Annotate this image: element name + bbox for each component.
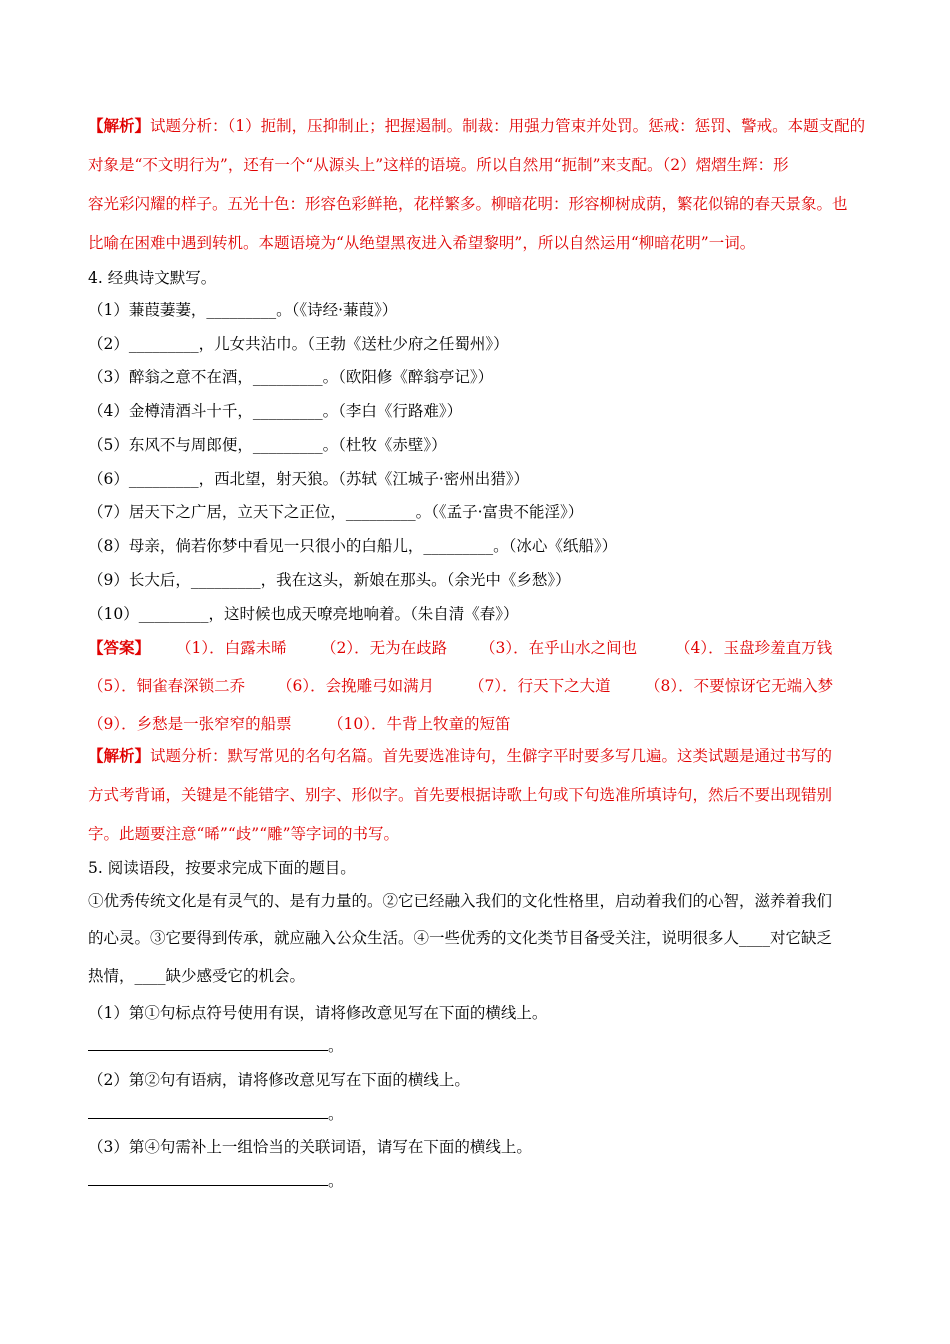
q4-answer-9: （9）．乡愁是一张窄窄的船票 (88, 715, 292, 733)
q4-answer-tag: 【答案】 (88, 638, 151, 657)
q5-passage-line-1: ①优秀传统文化是有灵气的、是有力量的。②它已经融入我们的文化性格里，启动着我们的心智，滋养着我们 (88, 892, 833, 910)
q5-title: 5. 阅读语段，按要求完成下面的题目。 (88, 859, 356, 877)
q4-item-9: （9）长大后，_________，我在这头，新娘在那头。（余光中《乡愁》） (88, 571, 571, 589)
q4-item-8: （8）母亲，倘若你梦中看见一只很小的白船儿，_________。（冰心《纸船》） (88, 537, 618, 555)
q5-answer-line-3[interactable]: 。 (88, 1171, 344, 1191)
q5-question-3: （3）第④句需补上一组恰当的关联词语，请写在下面的横线上。 (88, 1138, 532, 1156)
q5-question-2: （2）第②句有语病，请将修改意见写在下面的横线上。 (88, 1071, 470, 1089)
q4-item-2: （2）_________，儿女共沾巾。（王勃《送杜少府之任蜀州》） (88, 335, 509, 353)
q4-answer-1: （1）．白露未晞 (176, 639, 287, 657)
q4-item-1: （1）蒹葭萋萋，_________。（《诗经·蒹葭》） (88, 301, 398, 319)
q4-answer-4: （4）．玉盘珍羞直万钱 (675, 639, 833, 657)
q3-analysis-line-4: 比喻在困难中遇到转机。本题语境为“从绝望黑夜进入希望黎明”，所以自然运用“柳暗花明”一词。 (88, 234, 756, 252)
q4-item-4: （4）金樽清酒斗十千，_________。（李白《行路难》） (88, 402, 463, 420)
q4-answer-3: （3）．在乎山水之间也 (480, 639, 638, 657)
q4-item-5: （5）东风不与周郎便，_________。（杜牧《赤壁》） (88, 436, 447, 454)
q4-answer-5: （5）．铜雀春深锁二乔 (88, 677, 246, 695)
q4-analysis-line-1: 【解析】试题分析：默写常见的名句名篇。首先要选准诗句，生僻字平时要多写几遍。这类试题是通过书写的 (88, 746, 833, 765)
q4-answer-10: （10）．牛背上牧童的短笛 (328, 715, 511, 733)
q4-answer-8: （8）．不要惊讶它无端入梦 (645, 677, 834, 695)
q5-passage-line-2: 的心灵。③它要得到传承，就应融入公众生活。④一些优秀的文化类节目备受关注，说明很多人____对它缺乏 (88, 929, 833, 947)
q4-answer-2: （2）．无为在歧路 (321, 639, 448, 657)
q4-analysis-line-3: 字。此题要注意“晞”“歧”“雕”等字词的书写。 (88, 825, 400, 843)
q5-answer-line-2[interactable]: 。 (88, 1104, 344, 1124)
q5-answer-line-1[interactable]: 。 (88, 1036, 344, 1056)
q4-title: 4. 经典诗文默写。 (88, 269, 217, 287)
q4-analysis-line-2: 方式考背诵，关键是不能错字、别字、形似字。首先要根据诗歌上句或下句选准所填诗句，然后不要出现错别 (88, 786, 833, 804)
q4-item-6: （6）_________，西北望，射天狼。（苏轼《江城子·密州出猎》） (88, 470, 530, 488)
q3-analysis-line-3: 容光彩闪耀的样子。五光十色：形容色彩鲜艳，花样繁多。柳暗花明：形容柳树成荫，繁花似锦的春天景象。也 (88, 195, 848, 213)
q5-passage-line-3: 热情，____缺少感受它的机会。 (88, 967, 306, 985)
q4-item-10: （10）_________，这时候也成天嘹亮地响着。（朱自清《春》） (88, 605, 519, 623)
q4-item-3: （3）醉翁之意不在酒，_________。（欧阳修《醉翁亭记》） (88, 368, 494, 386)
q3-analysis-line-2: 对象是“不文明行为”，还有一个“从源头上”这样的语境。所以自然用“扼制”来支配。（2）熠熠生辉：形 (88, 156, 789, 174)
q4-item-7: （7）居天下之广居，立天下之正位，_________。（《孟子·富贵不能淫》） (88, 503, 584, 521)
q4-answer-6: （6）．会挽雕弓如满月 (277, 677, 435, 695)
q4-answer-7: （7）．行天下之大道 (469, 677, 611, 695)
q3-analysis-line-1: 【解析】试题分析：（1）扼制，压抑制止；把握遏制。制裁：用强力管束并处罚。惩戒：惩罚、警戒。本题支配的 (88, 116, 866, 135)
answer-blank[interactable] (88, 1104, 328, 1119)
q5-question-1: （1）第①句标点符号使用有误，请将修改意见写在下面的横线上。 (88, 1004, 548, 1022)
answer-blank[interactable] (88, 1171, 328, 1186)
answer-blank[interactable] (88, 1036, 328, 1051)
